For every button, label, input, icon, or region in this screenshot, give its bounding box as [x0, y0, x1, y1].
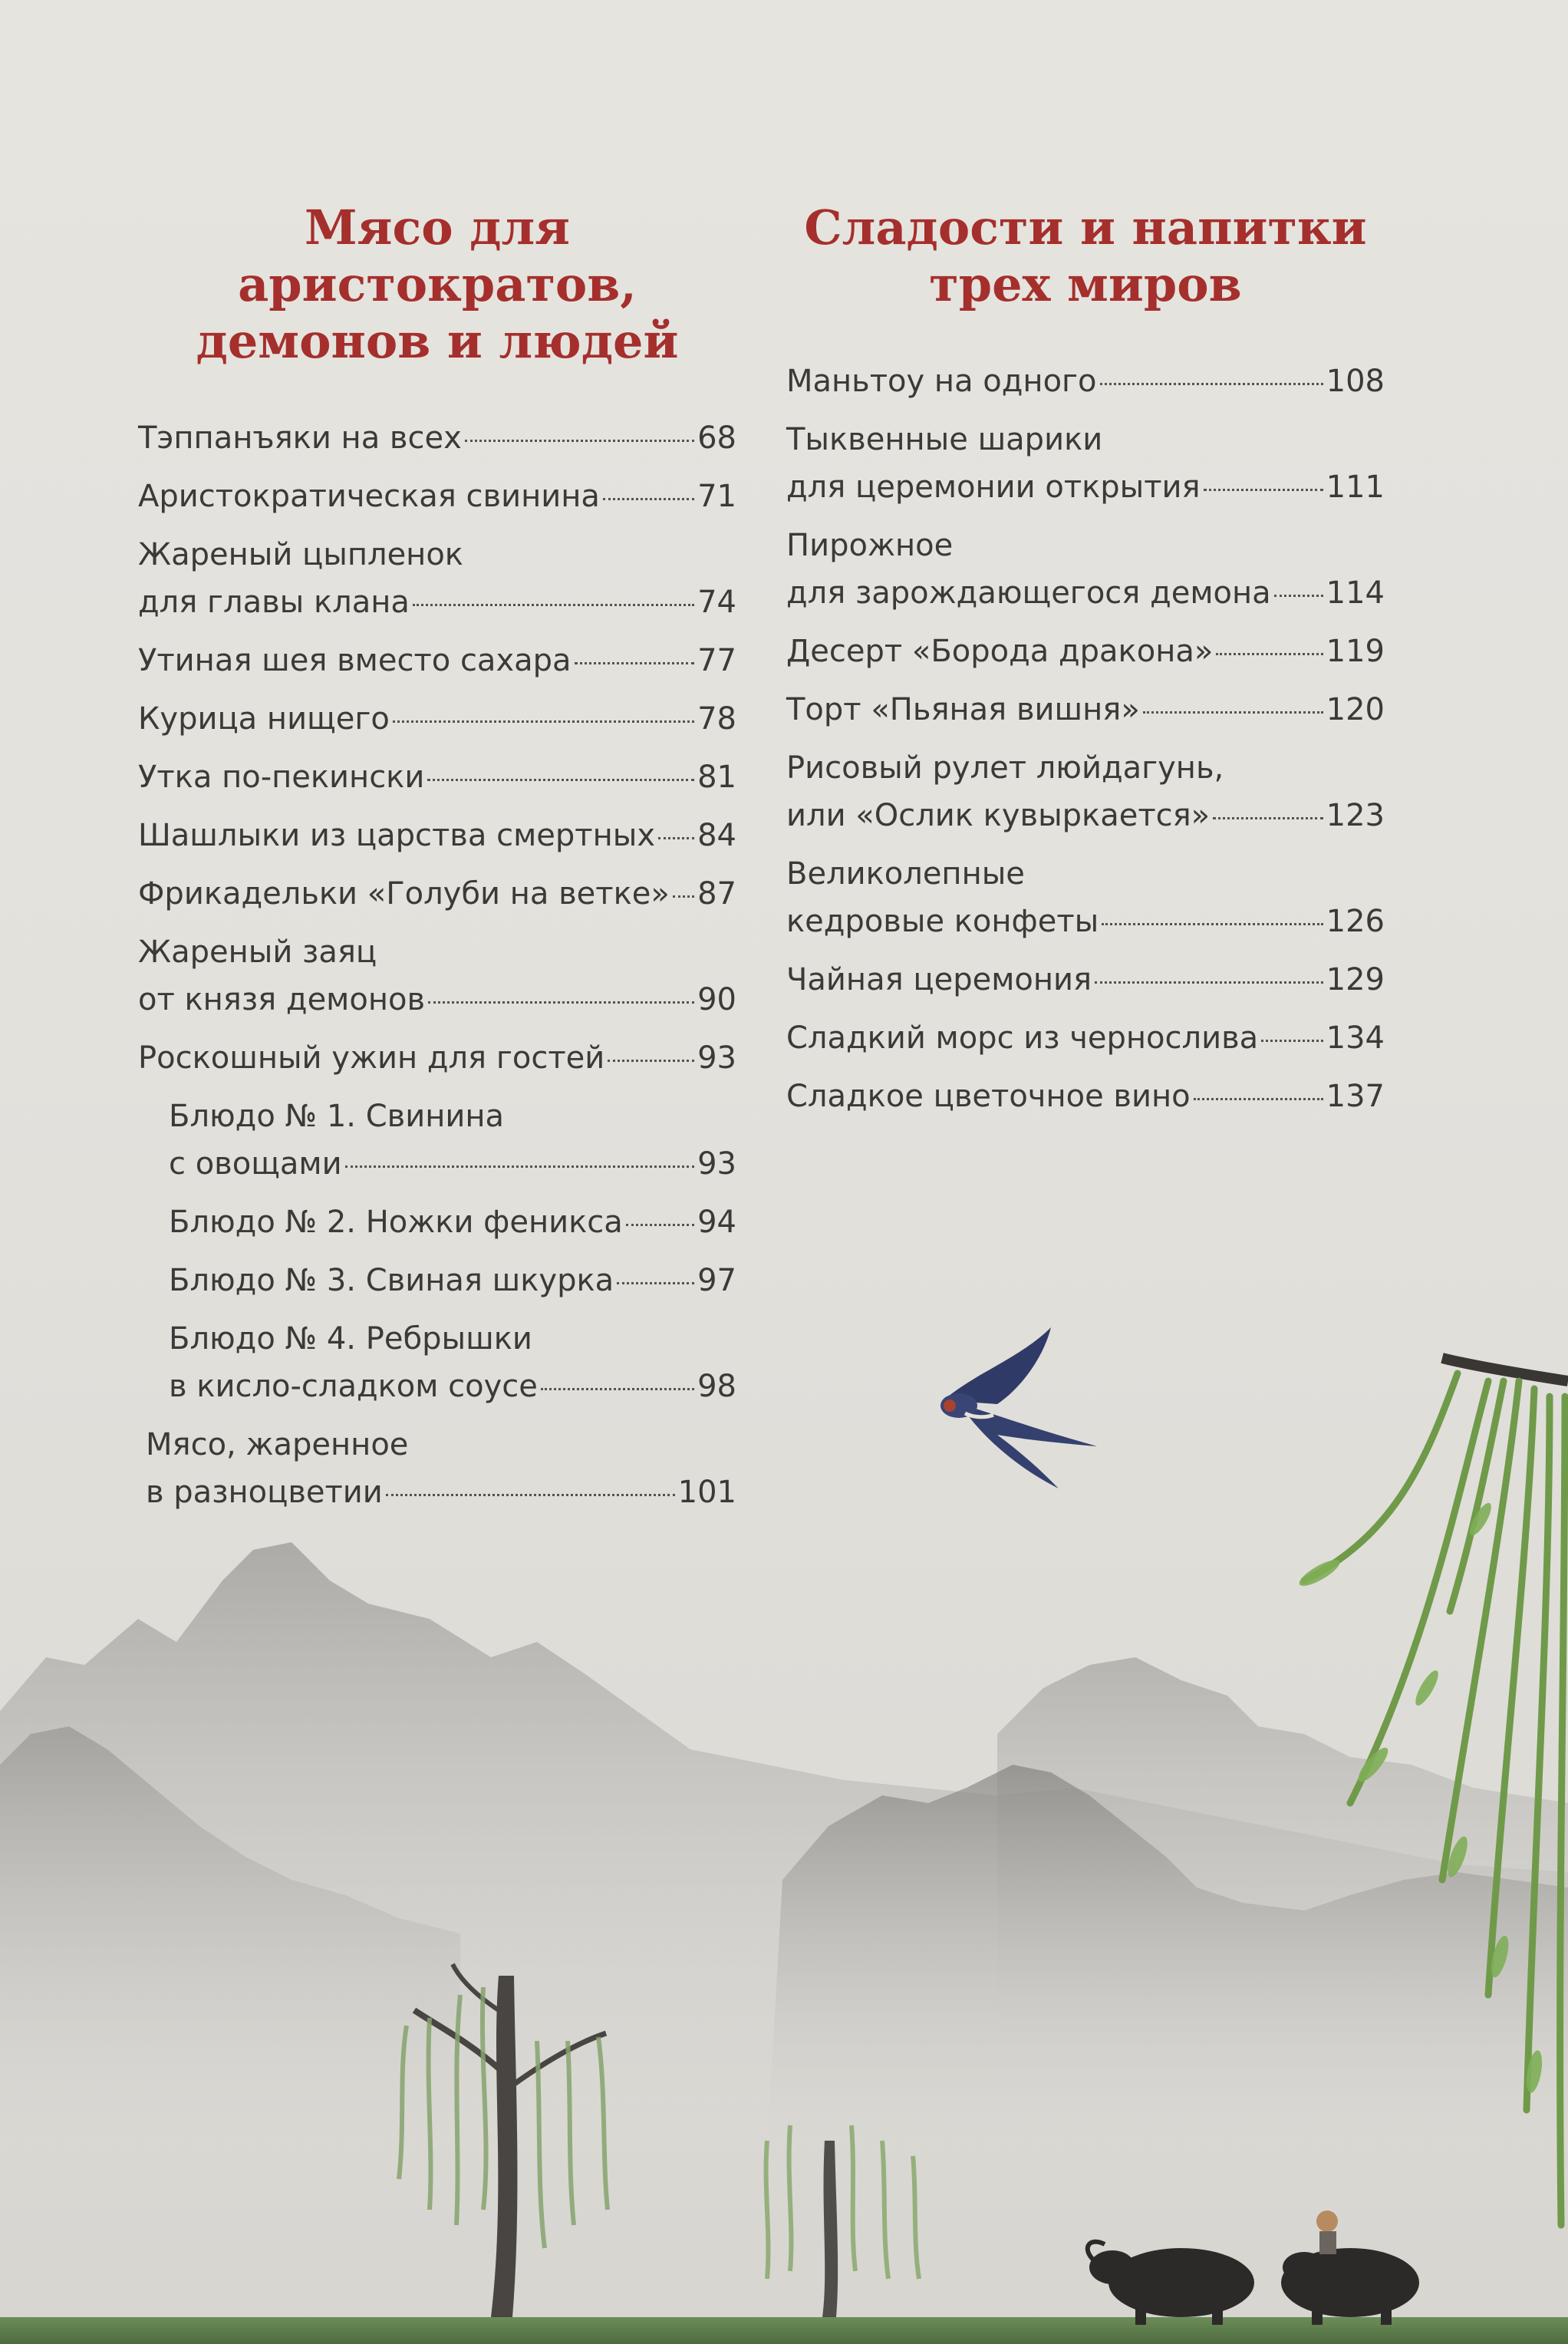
dot-leader — [1261, 1040, 1323, 1042]
dot-leader — [1204, 489, 1323, 491]
page-number: 108 — [1326, 364, 1385, 399]
page-number: 87 — [697, 876, 736, 912]
page-number: 77 — [697, 643, 736, 678]
entry-title: в кисло-сладком соусе — [169, 1369, 538, 1404]
dot-leader — [626, 1224, 694, 1226]
dot-leader — [386, 1494, 675, 1496]
entry-title-first-line: Блюдо № 1. Свинина — [169, 1099, 505, 1134]
swallow-bird — [940, 1327, 1097, 1488]
dot-leader — [1095, 981, 1323, 984]
toc-entry[interactable] — [786, 850, 1385, 945]
toc-entry[interactable] — [138, 753, 736, 801]
entry-title: Курица нищего — [138, 701, 390, 737]
page-number: 134 — [1326, 1020, 1385, 1056]
toc-entry[interactable] — [138, 1421, 736, 1516]
dot-leader — [673, 895, 694, 898]
page-number: 81 — [697, 760, 736, 795]
page-number: 71 — [697, 479, 736, 514]
toc-entry[interactable] — [786, 744, 1385, 839]
dot-leader — [345, 1165, 695, 1168]
toc-entry[interactable] — [138, 695, 736, 743]
page-number: 120 — [1326, 692, 1385, 727]
dot-leader — [603, 498, 694, 500]
dot-leader — [427, 779, 694, 781]
toc-entry[interactable] — [138, 928, 736, 1024]
toc-entry[interactable] — [138, 870, 736, 918]
page-number: 74 — [697, 585, 736, 620]
toc-entry[interactable] — [786, 522, 1385, 617]
entry-title: Тэппанъяки на всех — [138, 420, 462, 456]
dot-leader — [1102, 923, 1323, 925]
ground — [0, 2317, 1568, 2344]
entry-title-first-line: Рисовый рулет люйдагунь, — [786, 750, 1224, 786]
entry-title: для главы клана — [138, 585, 410, 620]
page-number: 137 — [1326, 1079, 1385, 1114]
toc-list-sweets — [786, 358, 1385, 1120]
toc-column-sweets — [786, 199, 1385, 1131]
entry-title: кедровые конфеты — [786, 904, 1099, 939]
toc-entry[interactable] — [138, 531, 736, 626]
entry-title: Блюдо № 3. Свиная шкурка — [169, 1263, 614, 1298]
page-number: 114 — [1326, 575, 1385, 611]
toc-entry[interactable] — [786, 686, 1385, 734]
page-number: 84 — [697, 818, 736, 853]
page-number: 97 — [697, 1263, 736, 1298]
entry-title: Чайная церемония — [786, 962, 1092, 997]
toc-subentry[interactable] — [138, 1315, 736, 1410]
entry-title: для церемонии открытия — [786, 470, 1201, 505]
entry-title: Блюдо № 2. Ножки феникса — [169, 1205, 623, 1240]
entry-title: или «Ослик кувыркается» — [786, 798, 1211, 833]
entry-title-first-line: Блюдо № 4. Ребрышки — [169, 1321, 532, 1357]
page-number: 93 — [697, 1146, 736, 1182]
toc-entry[interactable] — [786, 956, 1385, 1004]
toc-entry[interactable] — [786, 1073, 1385, 1120]
toc-entry[interactable] — [786, 416, 1385, 511]
entry-title: с овощами — [169, 1146, 342, 1182]
page-number: 123 — [1326, 798, 1385, 833]
entry-title-first-line: Мясо, жаренное — [146, 1427, 409, 1462]
section-heading-sweets — [786, 199, 1385, 313]
entry-title-first-line: Великолепные — [786, 856, 1025, 892]
toc-entry[interactable] — [786, 628, 1385, 675]
page-number: 78 — [697, 701, 736, 737]
toc-subentry[interactable] — [138, 1257, 736, 1304]
heading-line: трех миров — [929, 256, 1242, 312]
toc-entry[interactable] — [138, 812, 736, 859]
entry-title: Сладкий морс из чернослива — [786, 1020, 1259, 1056]
dot-leader — [1216, 653, 1323, 655]
dot-leader — [658, 837, 694, 839]
toc-entry[interactable] — [786, 358, 1385, 405]
entry-title: Утиная шея вместо сахара — [138, 643, 572, 678]
toc-entry[interactable] — [138, 414, 736, 462]
toc-entry[interactable] — [138, 637, 736, 684]
dot-leader — [1194, 1098, 1323, 1100]
page-number: 129 — [1326, 962, 1385, 997]
entry-title: в разноцветии — [146, 1475, 383, 1510]
dot-leader — [617, 1282, 694, 1284]
dot-leader — [413, 604, 694, 606]
dot-leader — [541, 1388, 694, 1390]
willow-tree-small — [766, 2125, 919, 2317]
section-heading-meat — [138, 199, 736, 370]
dot-leader — [1100, 383, 1323, 385]
page-number: 119 — [1326, 634, 1385, 669]
entry-title: Утка по-пекински — [138, 760, 425, 795]
page-number: 98 — [697, 1369, 736, 1404]
entry-title-first-line: Жареный заяц — [138, 935, 377, 970]
page-number: 126 — [1326, 904, 1385, 939]
entry-title: Маньтоу на одного — [786, 364, 1097, 399]
water-buffalo-herd — [1088, 2210, 1419, 2325]
dot-leader — [1213, 817, 1323, 819]
heading-line: Мясо для аристократов, — [238, 199, 637, 312]
page-number: 94 — [697, 1205, 736, 1240]
entry-title: Десерт «Борода дракона» — [786, 634, 1214, 669]
toc-column-meat — [138, 199, 736, 1527]
page-number: 93 — [697, 1040, 736, 1076]
page-number: 68 — [697, 420, 736, 456]
heading-line: Сладости и напитки — [804, 199, 1367, 255]
heading-line: демонов и людей — [196, 313, 679, 369]
entry-title: Торт «Пьяная вишня» — [786, 692, 1140, 727]
toc-entry[interactable] — [138, 473, 736, 520]
page-number: 101 — [677, 1475, 736, 1510]
dot-leader — [1143, 711, 1323, 714]
entry-title: Шашлыки из царства смертных — [138, 818, 655, 853]
entry-title: Сладкое цветочное вино — [786, 1079, 1191, 1114]
entry-title-first-line: Жареный цыпленок — [138, 537, 463, 572]
page-number: 111 — [1326, 470, 1385, 505]
dot-leader — [575, 662, 695, 664]
entry-title-first-line: Тыквенные шарики — [786, 422, 1103, 457]
dot-leader — [428, 1001, 694, 1004]
toc-entry[interactable] — [138, 1034, 736, 1082]
dot-leader — [465, 440, 694, 442]
toc-entry[interactable] — [786, 1014, 1385, 1062]
page-number: 90 — [697, 982, 736, 1017]
dot-leader — [1274, 595, 1323, 597]
entry-title: для зарождающегося демона — [786, 575, 1271, 611]
entry-title: Аристократическая свинина — [138, 479, 600, 514]
entry-title: от князя демонов — [138, 982, 426, 1017]
entry-title: Фрикадельки «Голуби на ветке» — [138, 876, 670, 912]
toc-list-meat — [138, 414, 736, 1516]
toc-subentry[interactable] — [138, 1198, 736, 1246]
dot-leader — [393, 720, 694, 723]
toc-subentry[interactable] — [138, 1093, 736, 1188]
entry-title-first-line: Пирожное — [786, 528, 954, 563]
entry-title: Роскошный ужин для гостей — [138, 1040, 605, 1076]
dot-leader — [608, 1060, 694, 1062]
